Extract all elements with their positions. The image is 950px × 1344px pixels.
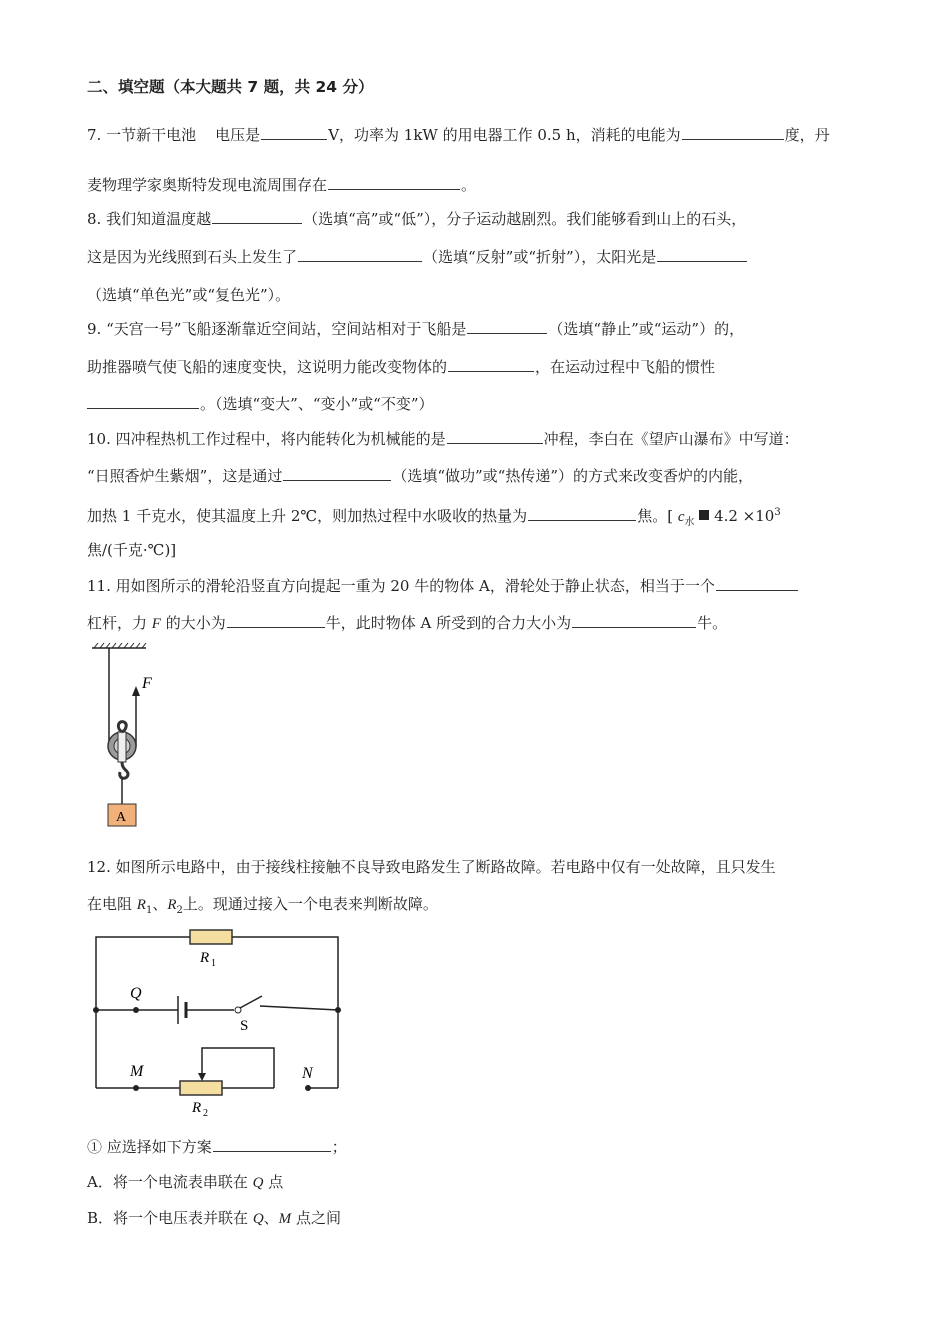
r1-label-subscript: 1 — [211, 958, 216, 969]
switch-s — [240, 996, 262, 1008]
force-label: F — [142, 675, 152, 692]
terminal-m — [133, 1085, 139, 1091]
q10-text: （选填“做功”或“热传递”）的方式来改变香炉的内能， — [392, 467, 754, 485]
q10-text: 冲程，李白在《望庐山瀑布》中写道： — [543, 430, 799, 448]
question-12-sub-1 — [87, 1136, 347, 1158]
answer-blank[interactable] — [87, 394, 199, 409]
question-8-line-3 — [87, 284, 290, 306]
r1-label: R — [200, 950, 210, 966]
section-title: 二、填空题（本大题共 7 题，共 24 分） — [87, 78, 374, 96]
question-10-line-2 — [87, 465, 753, 487]
option-b-text: B．将一个电压表并联在 — [87, 1209, 249, 1227]
option-a — [87, 1171, 283, 1194]
answer-blank[interactable] — [261, 125, 327, 140]
q8-text: 这是因为光线照到石头上发生了 — [87, 248, 298, 266]
q12-text: 上。现通过接入一个电表来判断故障。 — [182, 895, 438, 913]
question-8-line-2 — [87, 246, 748, 268]
q11-text: 11. 用如图所示的滑轮沿竖直方向提起一重为 20 牛的物体 A，滑轮处于静止状态，相当于一个 — [87, 577, 715, 595]
specific-heat-symbol: c — [677, 509, 685, 525]
m-symbol: M — [278, 1211, 292, 1227]
option-a-text: 点 — [268, 1173, 284, 1191]
q12-text: 、 — [152, 895, 168, 913]
rheostat-r2 — [180, 1081, 222, 1095]
answer-blank[interactable] — [298, 247, 422, 262]
ceiling-hatch — [92, 643, 146, 648]
slider-arrow — [198, 1073, 206, 1081]
block-a-label: A — [116, 810, 127, 825]
answer-blank[interactable] — [682, 125, 784, 140]
q11-text: 牛，此时物体 A 所受到的合力大小为 — [325, 614, 572, 632]
answer-blank[interactable] — [212, 209, 302, 224]
n-label: N — [302, 1065, 313, 1082]
q-symbol: Q — [252, 1211, 264, 1227]
q10-text: “日照香炉生紫烟”，这是通过 — [87, 467, 283, 485]
q8-text: （选填“单色光”或“复色光”）。 — [87, 286, 291, 304]
option-a-text: A．将一个电流表串联在 — [87, 1173, 248, 1191]
r2-label: R — [192, 1100, 202, 1116]
bottom-hook — [120, 762, 128, 778]
question-9-line-1 — [87, 318, 744, 340]
force-arrowhead — [132, 686, 140, 696]
answer-blank[interactable] — [467, 319, 547, 334]
q7-text: 麦物理学家奥斯特发现电流周围存在 — [87, 176, 328, 194]
question-12-line-1 — [87, 856, 776, 878]
equals-box-icon — [699, 510, 709, 520]
q9-text: 助推器喷气使飞船的速度变快，这说明力能改变物体的 — [87, 358, 448, 376]
q9-text: 。（选填“变大”、“变小”或“不变”） — [200, 395, 434, 413]
r2-subscript: 2 — [176, 905, 183, 916]
pulley-diagram — [88, 642, 178, 832]
resistor-r1 — [190, 930, 232, 944]
question-10-line-1 — [87, 428, 799, 450]
q8-text: 8. 我们知道温度越 — [87, 210, 212, 228]
pulley-frame — [118, 732, 126, 762]
q12-text: 12. 如图所示电路中，由于接线柱接触不良导致电路发生了断路故障。若电路中仅有一处故障，且只发生 — [87, 858, 776, 876]
q9-text: ，在运动过程中飞船的惯性 — [535, 358, 716, 376]
question-7-line-1 — [87, 124, 830, 146]
q7-text: 。 — [461, 176, 477, 194]
answer-blank[interactable] — [657, 247, 747, 262]
q7-text: 度，丹 — [784, 126, 830, 144]
answer-blank[interactable] — [213, 1137, 331, 1152]
m-label: M — [130, 1063, 144, 1080]
q7-text: 7. 一节新干电池 — [87, 126, 197, 144]
question-9-line-2 — [87, 356, 715, 378]
question-10-line-3 — [87, 502, 781, 534]
r1-symbol: R — [136, 897, 146, 913]
q9-text: 9. “天宫一号”飞船逐渐靠近空间站，空间站相对于飞船是 — [87, 320, 467, 338]
s-label: S — [240, 1018, 249, 1034]
q11-text: 的大小为 — [165, 614, 226, 632]
q8-text: （选填“高”或“低”），分子运动越剧烈。我们能够看到山上的石头， — [303, 210, 747, 228]
junction-right — [335, 1007, 341, 1013]
q7-text: V，功率为 1kW 的用电器工作 0.5 h，消耗的电能为 — [328, 126, 681, 144]
r2-symbol: R — [167, 897, 177, 913]
question-11-line-1 — [87, 575, 799, 597]
question-11-line-2 — [87, 612, 727, 635]
q10-text: 焦。[ — [637, 507, 674, 525]
terminal-q — [133, 1007, 139, 1013]
exponent: 3 — [774, 507, 781, 518]
option-b — [87, 1207, 341, 1230]
junction-left — [93, 1007, 99, 1013]
answer-blank[interactable] — [572, 613, 696, 628]
q12-text: ① 应选择如下方案 — [87, 1138, 212, 1156]
answer-blank[interactable] — [227, 613, 325, 628]
answer-blank[interactable] — [447, 429, 543, 444]
q-label: Q — [130, 985, 142, 1002]
option-b-text: 、 — [263, 1209, 279, 1227]
r2-label-subscript: 2 — [203, 1108, 208, 1119]
force-symbol: F — [151, 616, 161, 632]
question-10-line-4 — [87, 539, 176, 561]
water-subscript: 水 — [684, 517, 695, 528]
q12-text: ； — [331, 1138, 347, 1156]
answer-blank[interactable] — [448, 357, 534, 372]
answer-blank[interactable] — [283, 466, 391, 481]
q11-text: 牛。 — [697, 614, 728, 632]
q-symbol: Q — [252, 1175, 264, 1191]
q8-text: （选填“反射”或“折射”），太阳光是 — [423, 248, 657, 266]
top-hook — [118, 722, 126, 732]
q10-text: 焦/(千克·℃)] — [87, 541, 177, 559]
question-9-line-3 — [87, 393, 434, 415]
q7-text: 电压是 — [215, 126, 261, 144]
q10-text: 加热 1 千克水，使其温度上升 2℃，则加热过程中水吸收的热量为 — [87, 507, 528, 525]
q10-text: 4.2 ×10 — [714, 507, 775, 525]
q11-text: 杠杆，力 — [87, 614, 148, 632]
option-b-text: 点之间 — [295, 1209, 341, 1227]
answer-blank[interactable] — [328, 175, 460, 190]
question-12-line-2 — [87, 893, 438, 922]
q12-text: 在电阻 — [87, 895, 133, 913]
answer-blank[interactable] — [716, 576, 798, 591]
q9-text: （选填“静止”或“运动”）的， — [548, 320, 745, 338]
question-8-line-1 — [87, 208, 746, 230]
question-7-line-2 — [87, 174, 476, 196]
answer-blank[interactable] — [528, 506, 636, 521]
r1-subscript: 1 — [145, 905, 153, 916]
circuit-diagram — [88, 926, 350, 1122]
q10-text: 10. 四冲程热机工作过程中，将内能转化为机械能的是 — [87, 430, 446, 448]
terminal-n — [305, 1085, 311, 1091]
